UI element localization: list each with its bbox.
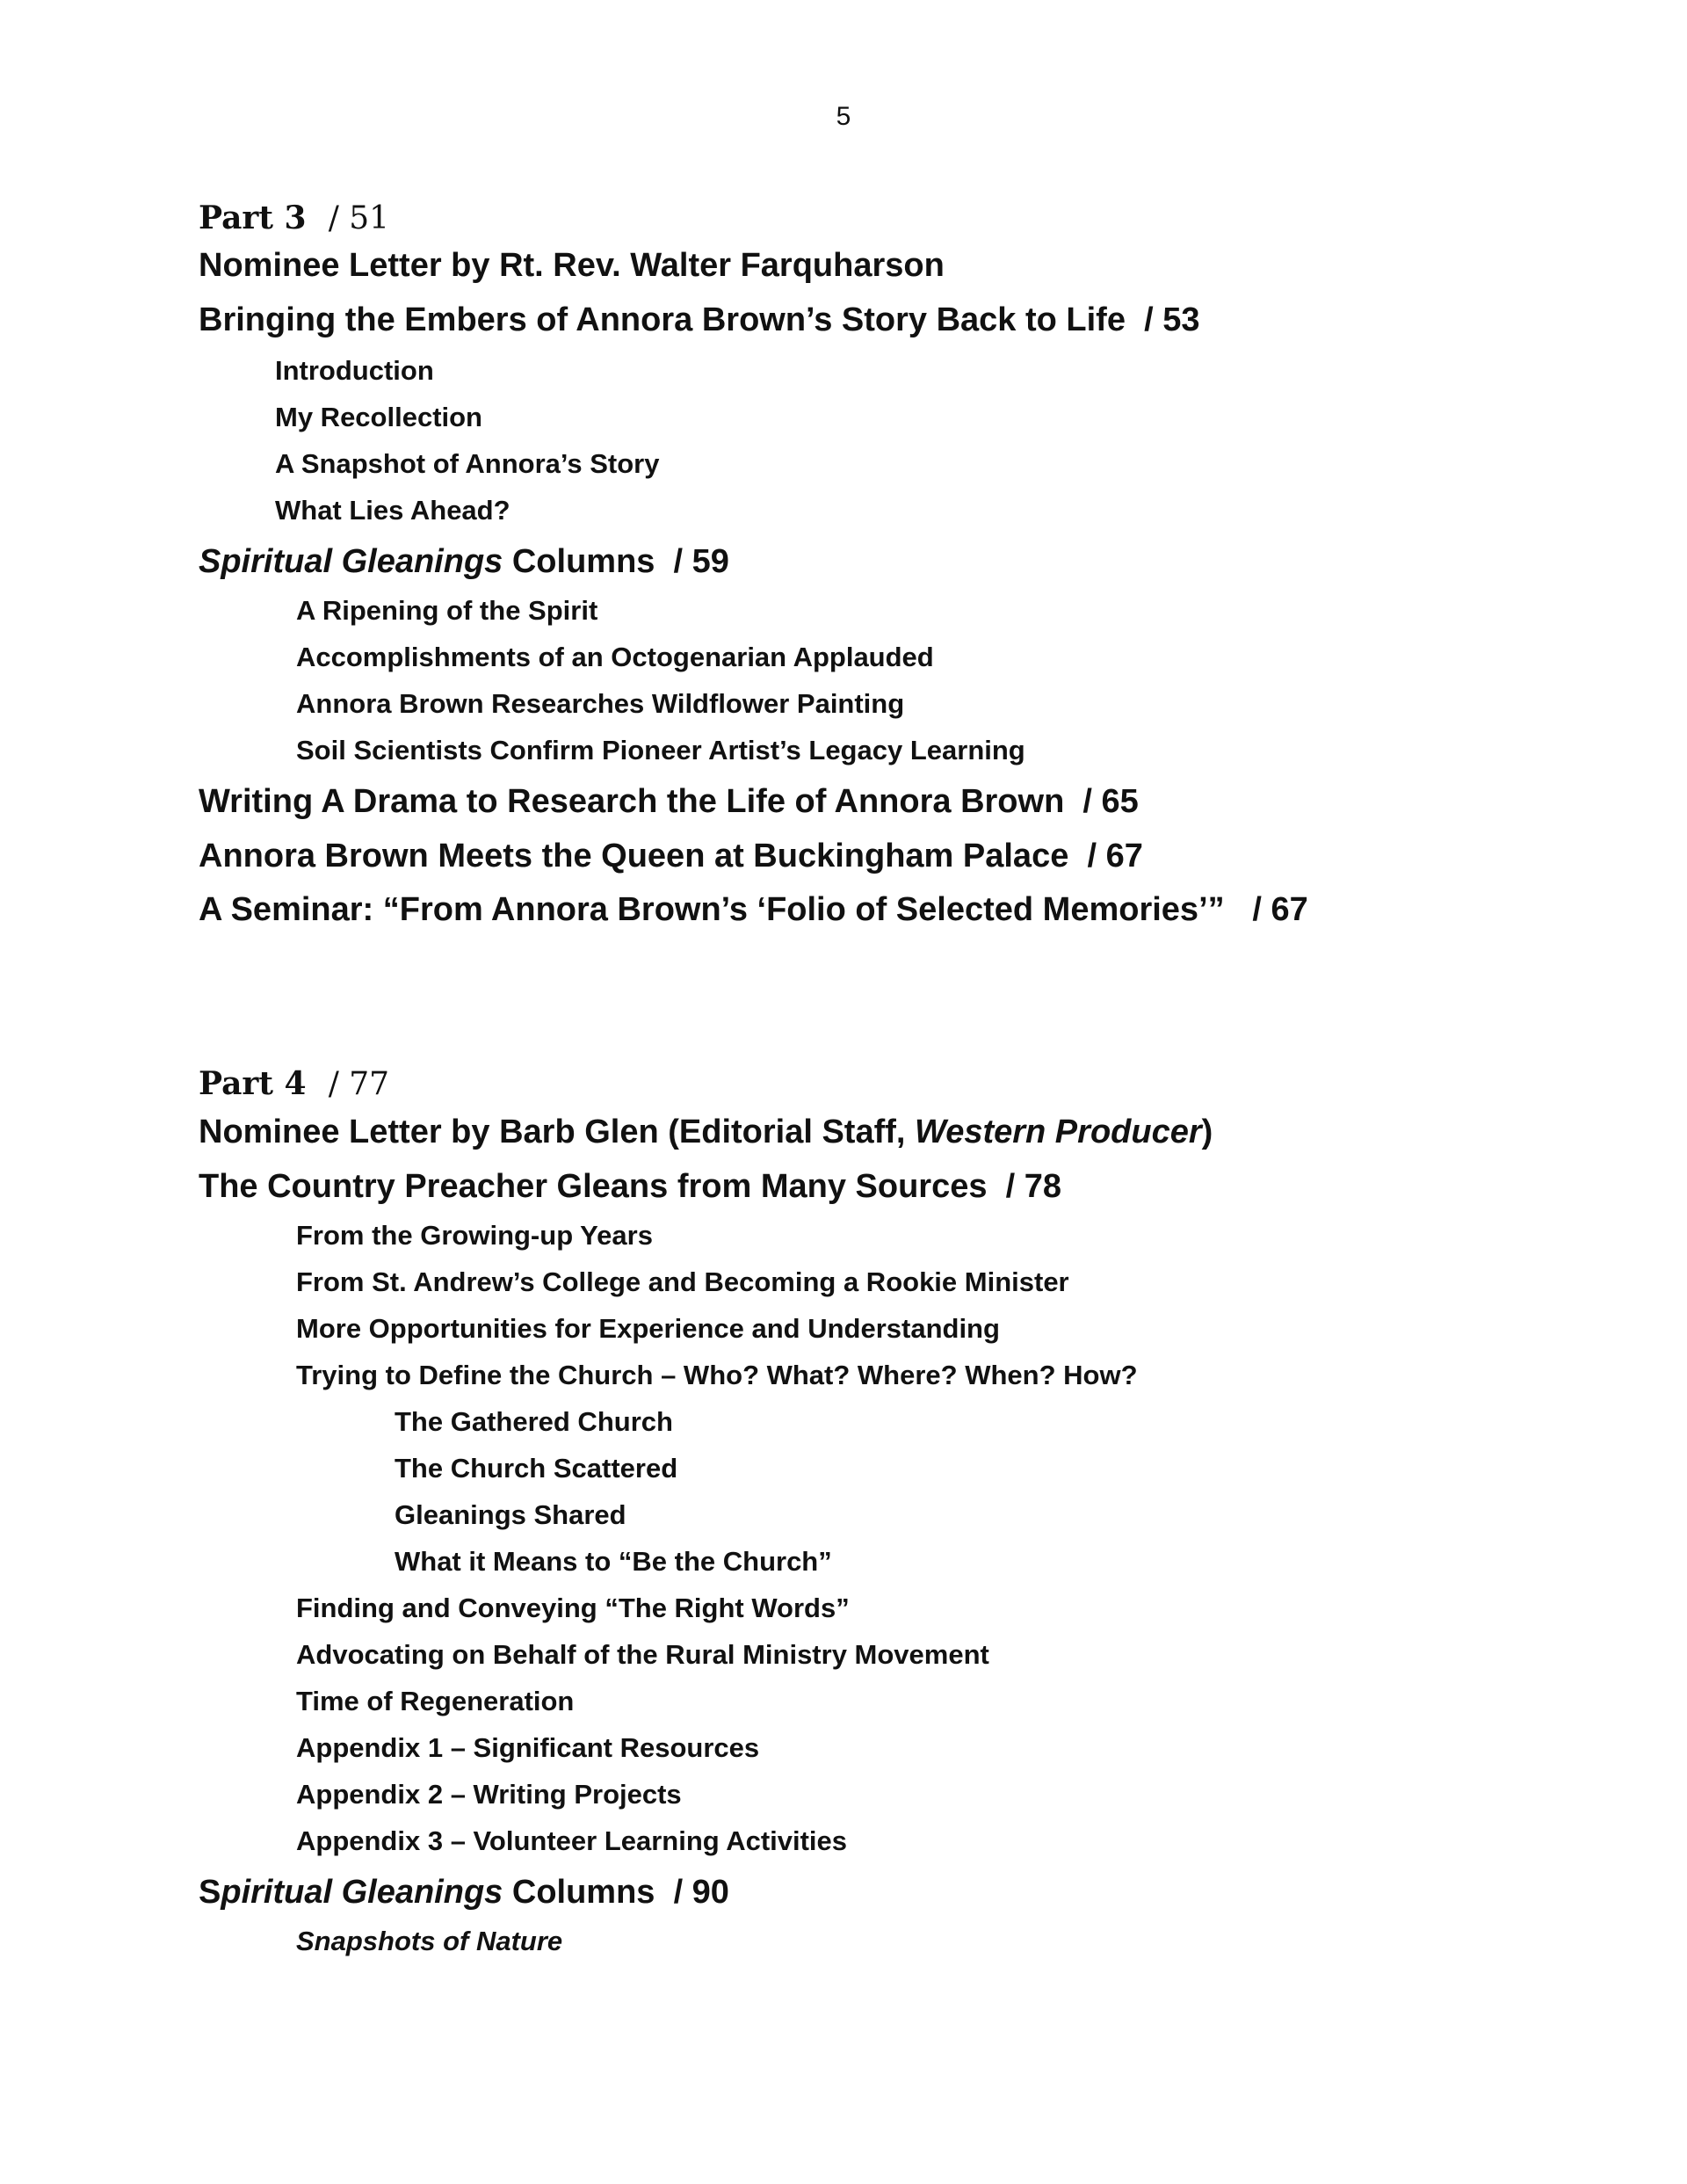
embers-title: Bringing the Embers of Annora Brown’s Story Back to Life bbox=[199, 301, 1126, 338]
gleanings-item: Soil Scientists Confirm Pioneer Artist’s Legacy Learning bbox=[296, 735, 1025, 765]
preacher-item: From St. Andrew’s College and Becoming a Rookie Minister bbox=[296, 1266, 1069, 1297]
preacher-item: Appendix 2 – Writing Projects bbox=[296, 1779, 682, 1810]
part-4-nominee-suffix: ) bbox=[1201, 1114, 1213, 1150]
part-3-gleanings-page: / 59 bbox=[673, 543, 729, 580]
preacher-heading bbox=[199, 1170, 1061, 1203]
preacher-title: The Country Preacher Gleans from Many Sources bbox=[199, 1168, 988, 1205]
seminar-entry bbox=[199, 893, 1308, 926]
part-4-gleanings-heading bbox=[199, 1876, 729, 1909]
part-4-nominee-italic: Western Producer bbox=[915, 1114, 1202, 1150]
part-4-gleanings-prefix: S bbox=[199, 1874, 221, 1911]
church-subitem: What it Means to “Be the Church” bbox=[395, 1546, 832, 1577]
gleanings-item: A Ripening of the Spirit bbox=[296, 595, 598, 626]
part-4-heading bbox=[199, 1065, 390, 1102]
preacher-item: Advocating on Behalf of the Rural Ministry Movement bbox=[296, 1639, 989, 1670]
drama-entry bbox=[199, 785, 1139, 818]
part-4-nominee-prefix: Nominee Letter by Barb Glen (Editorial Staff, bbox=[199, 1114, 916, 1150]
preacher-item: Appendix 1 – Significant Resources bbox=[296, 1732, 760, 1763]
drama-title: Writing A Drama to Research the Life of Annora Brown bbox=[199, 783, 1065, 820]
part-4-gleanings-page: / 90 bbox=[673, 1874, 729, 1911]
part-3-gleanings-heading bbox=[199, 545, 729, 578]
embers-item: My Recollection bbox=[275, 402, 482, 432]
church-subitem: Gleanings Shared bbox=[395, 1499, 626, 1530]
part-3-label: Part 3 bbox=[199, 200, 307, 236]
page-number: 5 bbox=[836, 102, 851, 131]
seminar-title: A Seminar: “From Annora Brown’s ‘Folio of Selected Memories’” bbox=[199, 891, 1225, 928]
embers-item: A Snapshot of Annora’s Story bbox=[275, 448, 660, 479]
embers-item: Introduction bbox=[275, 355, 434, 386]
church-subitem: The Gathered Church bbox=[395, 1406, 673, 1437]
part-3-gleanings-title-italic: Spiritual Gleanings bbox=[199, 543, 503, 580]
part-3-gleanings-title-rest: Columns bbox=[503, 543, 655, 580]
preacher-item: More Opportunities for Experience and Understanding bbox=[296, 1313, 1000, 1344]
part-3-heading bbox=[199, 202, 389, 235]
preacher-item: Appendix 3 – Volunteer Learning Activities bbox=[296, 1825, 848, 1856]
part-4-page: / 77 bbox=[328, 1066, 390, 1102]
queen-entry bbox=[199, 839, 1143, 873]
embers-page: / 53 bbox=[1144, 301, 1200, 338]
church-subitem: The Church Scattered bbox=[395, 1453, 678, 1484]
preacher-item: Finding and Conveying “The Right Words” bbox=[296, 1593, 850, 1623]
embers-heading bbox=[199, 303, 1199, 337]
seminar-page: / 67 bbox=[1252, 891, 1308, 928]
part-4-gleanings-title-italic: piritual Gleanings bbox=[221, 1874, 503, 1911]
gleanings-item: Accomplishments of an Octogenarian Applauded bbox=[296, 642, 934, 672]
snapshots-of-nature: Snapshots of Nature bbox=[296, 1926, 563, 1956]
part-3-page: / 51 bbox=[328, 200, 390, 236]
part-3-nominee-letter: Nominee Letter by Rt. Rev. Walter Farquharson bbox=[199, 247, 945, 284]
embers-item: What Lies Ahead? bbox=[275, 495, 510, 526]
preacher-page: / 78 bbox=[1005, 1168, 1062, 1205]
drama-page: / 65 bbox=[1082, 783, 1139, 820]
gleanings-item bbox=[296, 1927, 562, 1955]
gleanings-item: Annora Brown Researches Wildflower Painting bbox=[296, 688, 905, 719]
preacher-item: Trying to Define the Church – Who? What? Where? When? How? bbox=[296, 1360, 1138, 1390]
preacher-item: Time of Regeneration bbox=[296, 1686, 575, 1716]
part-4-label: Part 4 bbox=[199, 1065, 307, 1102]
queen-title: Annora Brown Meets the Queen at Buckingham Palace bbox=[199, 838, 1069, 874]
part-4-gleanings-title-rest: Columns bbox=[503, 1874, 655, 1911]
queen-page: / 67 bbox=[1087, 838, 1143, 874]
preacher-item: From the Growing-up Years bbox=[296, 1220, 653, 1251]
part-4-nominee-letter bbox=[199, 1115, 1213, 1149]
